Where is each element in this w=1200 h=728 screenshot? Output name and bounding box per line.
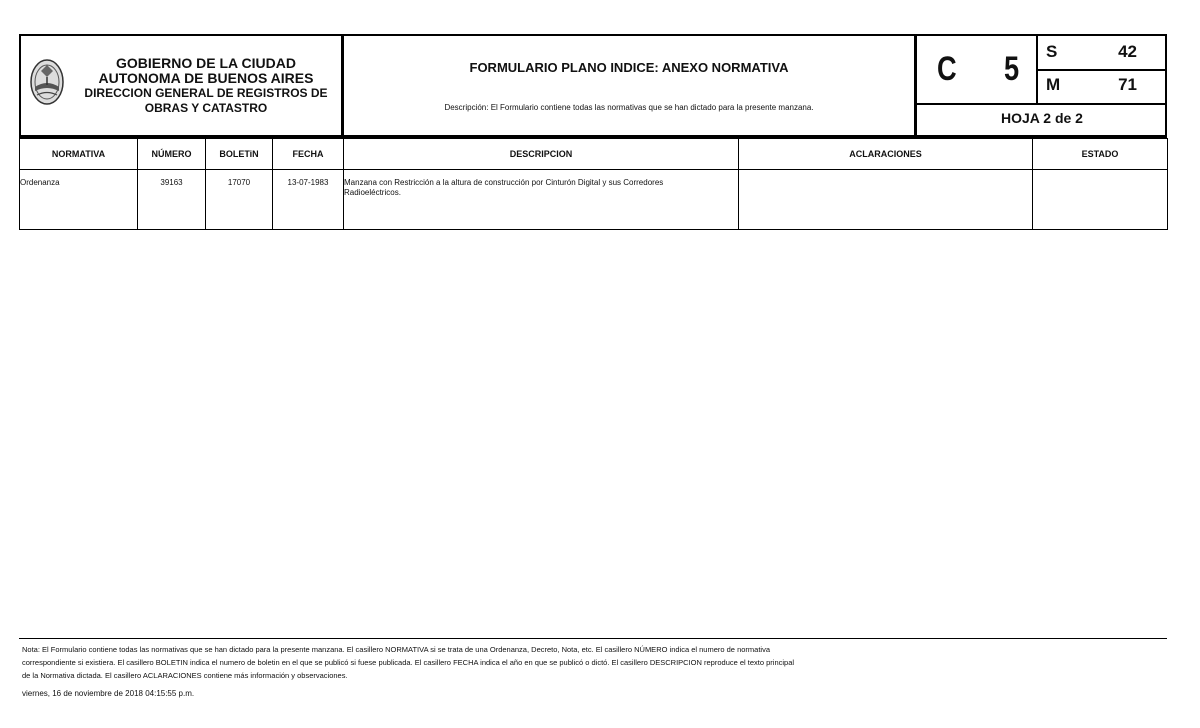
seccion-label: S (1046, 42, 1058, 61)
form-title-block (344, 36, 917, 135)
col-numero: NÚMERO (138, 139, 206, 170)
col-fecha: FECHA (273, 139, 344, 170)
cell-numero: 39163 (138, 170, 206, 230)
manzana-label: M (1046, 75, 1061, 94)
gov-line-3: DIRECCION GENERAL DE REGISTROS DE (84, 86, 328, 100)
seccion-manzana-box (1036, 36, 1167, 103)
normativa-table (19, 138, 1168, 230)
form-description: Descripción: El Formulario contiene todas las normativas que se han dictado para la presente manzana. (444, 103, 814, 112)
col-normativa: NORMATIVA (20, 139, 138, 170)
col-boletin: BOLETiN (206, 139, 273, 170)
seccion-row (1038, 36, 1167, 71)
gov-line-2: AUTONOMA DE BUENOS AIRES (98, 70, 314, 86)
cell-normativa: Ordenanza (20, 170, 138, 230)
cell-descripcion (344, 170, 739, 230)
form-title: FORMULARIO PLANO INDICE: ANEXO NORMATIVA (469, 60, 789, 75)
table-row (20, 170, 1168, 230)
circ-number: 5 (1004, 50, 1020, 88)
col-estado: ESTADO (1033, 139, 1168, 170)
cell-estado (1033, 170, 1168, 230)
gov-line-4: OBRAS Y CATASTRO (144, 101, 268, 115)
cell-boletin: 17070 (206, 170, 273, 230)
manzana-value: 71 (1118, 75, 1137, 94)
note-line-1: Nota: El Formulario contiene todas las normativas que se han dictado para la presente manzana. El casillero NORMATIVA si se trata de una Ordenanza, Decreto, Nota, etc. El casillero NÚMERO indica el numero de normativa (22, 645, 770, 654)
col-aclaraciones: ACLARACIONES (739, 139, 1033, 170)
footer-note (22, 643, 902, 682)
footer-divider (19, 638, 1167, 639)
circ-letter: C (937, 50, 957, 88)
cell-fecha: 13-07-1983 (273, 170, 344, 230)
descripcion-line-2: Radioeléctricos. (344, 188, 401, 197)
circunscripcion-box (917, 36, 1167, 105)
form-header (19, 34, 1167, 138)
manzana-row (1038, 69, 1167, 102)
government-block (21, 36, 344, 135)
sheet-number: HOJA 2 de 2 (1001, 110, 1083, 126)
descripcion-line-1: Manzana con Restricción a la altura de construcción por Cinturón Digital y sus Corredores (344, 178, 664, 187)
city-coat-of-arms-icon (29, 57, 65, 107)
print-timestamp: viernes, 16 de noviembre de 2018 04:15:55 p.m. (22, 689, 195, 698)
note-line-3: de la Normativa dictada. El casillero ACLARACIONES contiene más información y observaciones. (22, 671, 348, 680)
gov-line-1: GOBIERNO DE LA CIUDAD (116, 55, 296, 71)
table-header-row (20, 139, 1168, 170)
parcel-code-block (917, 36, 1167, 135)
note-line-2: correspondiente si existiera. El casillero BOLETIN indica el numero de boletin en el que se publicó si fuese publicada. El casillero FECHA indica el año en que se publicó o dictó. El casillero DESCRIPCION reproduce el texto principal (22, 658, 795, 667)
seccion-value: 42 (1118, 42, 1137, 61)
col-descripcion: DESCRIPCION (344, 139, 739, 170)
government-title (71, 56, 341, 116)
cell-aclaraciones (739, 170, 1033, 230)
